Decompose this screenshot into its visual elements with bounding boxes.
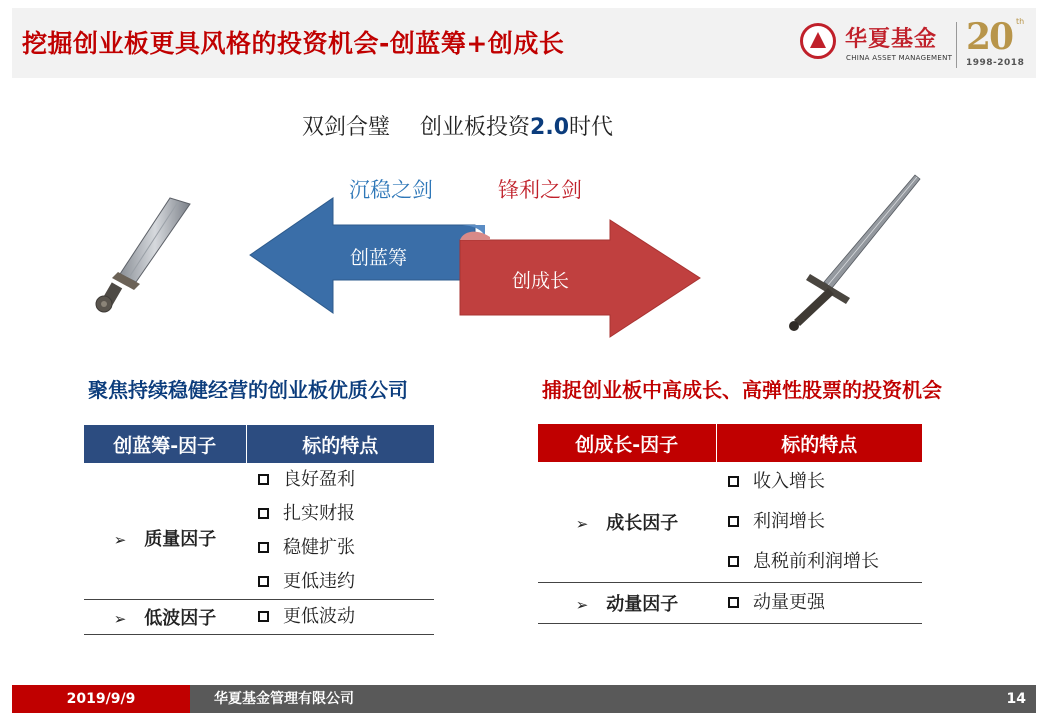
column-header-features: 标的特点 bbox=[246, 425, 434, 463]
footer-company: 华夏基金管理有限公司 bbox=[214, 691, 354, 707]
steady-sword-label: 沉稳之剑 bbox=[349, 178, 433, 202]
factor-name: 低波因子 bbox=[144, 608, 217, 629]
factor-cell bbox=[538, 462, 716, 583]
anniversary-suffix: th bbox=[1016, 17, 1025, 26]
features-cell bbox=[716, 462, 922, 583]
feature-text: 良好盈利 bbox=[283, 469, 355, 490]
subtitle bbox=[302, 110, 613, 141]
checkbox-icon bbox=[258, 576, 269, 587]
chinaamc-logo-icon bbox=[800, 23, 836, 59]
arrow-bullet-icon: ➢ bbox=[575, 596, 589, 614]
list-item bbox=[728, 502, 922, 542]
subtitle-version: 2.0 bbox=[530, 115, 570, 140]
column-header-features: 标的特点 bbox=[716, 424, 922, 462]
checkbox-icon bbox=[728, 597, 739, 608]
blue-arrow-label: 创蓝筹 bbox=[350, 247, 408, 269]
list-item bbox=[728, 542, 922, 582]
list-item bbox=[258, 463, 434, 497]
subtitle-part1: 双剑合璧 bbox=[302, 115, 391, 140]
logo-english-name: CHINA ASSET MANAGEMENT bbox=[846, 54, 953, 62]
page-title: 挖掘创业板更具风格的投资机会-创蓝筹+创成长 bbox=[22, 29, 565, 58]
checkbox-icon bbox=[728, 476, 739, 487]
features-cell bbox=[246, 463, 434, 600]
column-header-factor: 创蓝筹-因子 bbox=[84, 425, 246, 463]
feature-text: 动量更强 bbox=[753, 592, 825, 613]
checkbox-icon bbox=[258, 542, 269, 553]
feature-text: 收入增长 bbox=[753, 471, 825, 492]
right-section-title: 捕捉创业板中高成长、高弹性股票的投资机会 bbox=[542, 378, 942, 402]
arrow-bullet-icon: ➢ bbox=[113, 610, 127, 628]
logo-divider bbox=[956, 22, 957, 68]
list-item bbox=[728, 583, 922, 623]
factor-name: 质量因子 bbox=[144, 529, 217, 550]
features-cell bbox=[716, 583, 922, 624]
list-item bbox=[258, 565, 434, 599]
table-row bbox=[84, 600, 434, 635]
anniversary-years: 1998-2018 bbox=[966, 58, 1025, 68]
factor-name: 动量因子 bbox=[606, 594, 679, 615]
table-row bbox=[538, 462, 922, 583]
feature-text: 扎实财报 bbox=[283, 503, 355, 524]
column-header-factor: 创成长-因子 bbox=[538, 424, 716, 462]
short-sword-icon bbox=[88, 190, 198, 320]
double-arrow-graphic bbox=[245, 195, 705, 340]
feature-text: 利润增长 bbox=[753, 511, 825, 532]
checkbox-icon bbox=[258, 611, 269, 622]
arrow-bullet-icon: ➢ bbox=[113, 531, 127, 549]
checkbox-icon bbox=[728, 556, 739, 567]
list-item bbox=[728, 462, 922, 502]
blue-chip-factor-table bbox=[84, 425, 434, 635]
red-arrow-label: 创成长 bbox=[512, 270, 570, 292]
factor-cell bbox=[538, 583, 716, 624]
table-row bbox=[84, 463, 434, 600]
factor-cell bbox=[84, 600, 246, 635]
growth-factor-table bbox=[538, 424, 922, 624]
factor-cell bbox=[84, 463, 246, 600]
list-item bbox=[258, 600, 434, 634]
left-section-title: 聚焦持续稳健经营的创业板优质公司 bbox=[88, 378, 408, 402]
anniversary-number: 20 bbox=[966, 16, 1013, 58]
list-item bbox=[258, 497, 434, 531]
feature-text: 息税前利润增长 bbox=[753, 551, 879, 572]
checkbox-icon bbox=[258, 508, 269, 519]
logo-chinese-name: 华夏基金 bbox=[845, 27, 938, 52]
footer-date: 2019/9/9 bbox=[12, 685, 190, 713]
subtitle-part2: 创业板投资 bbox=[420, 115, 531, 140]
subtitle-part3: 时代 bbox=[569, 115, 614, 140]
page-number: 14 bbox=[1006, 691, 1026, 707]
feature-text: 更低波动 bbox=[283, 606, 355, 627]
checkbox-icon bbox=[258, 474, 269, 485]
feature-text: 更低违约 bbox=[283, 571, 355, 592]
factor-name: 成长因子 bbox=[606, 513, 679, 534]
arrow-bullet-icon: ➢ bbox=[575, 515, 589, 533]
footer-bar bbox=[190, 685, 1036, 713]
feature-text: 稳健扩张 bbox=[283, 537, 355, 558]
checkbox-icon bbox=[728, 516, 739, 527]
table-row bbox=[538, 583, 922, 624]
long-sword-icon bbox=[770, 170, 930, 340]
sharp-sword-label: 锋利之剑 bbox=[498, 178, 582, 202]
features-cell bbox=[246, 600, 434, 635]
list-item bbox=[258, 531, 434, 565]
red-arrow-right bbox=[460, 220, 700, 337]
